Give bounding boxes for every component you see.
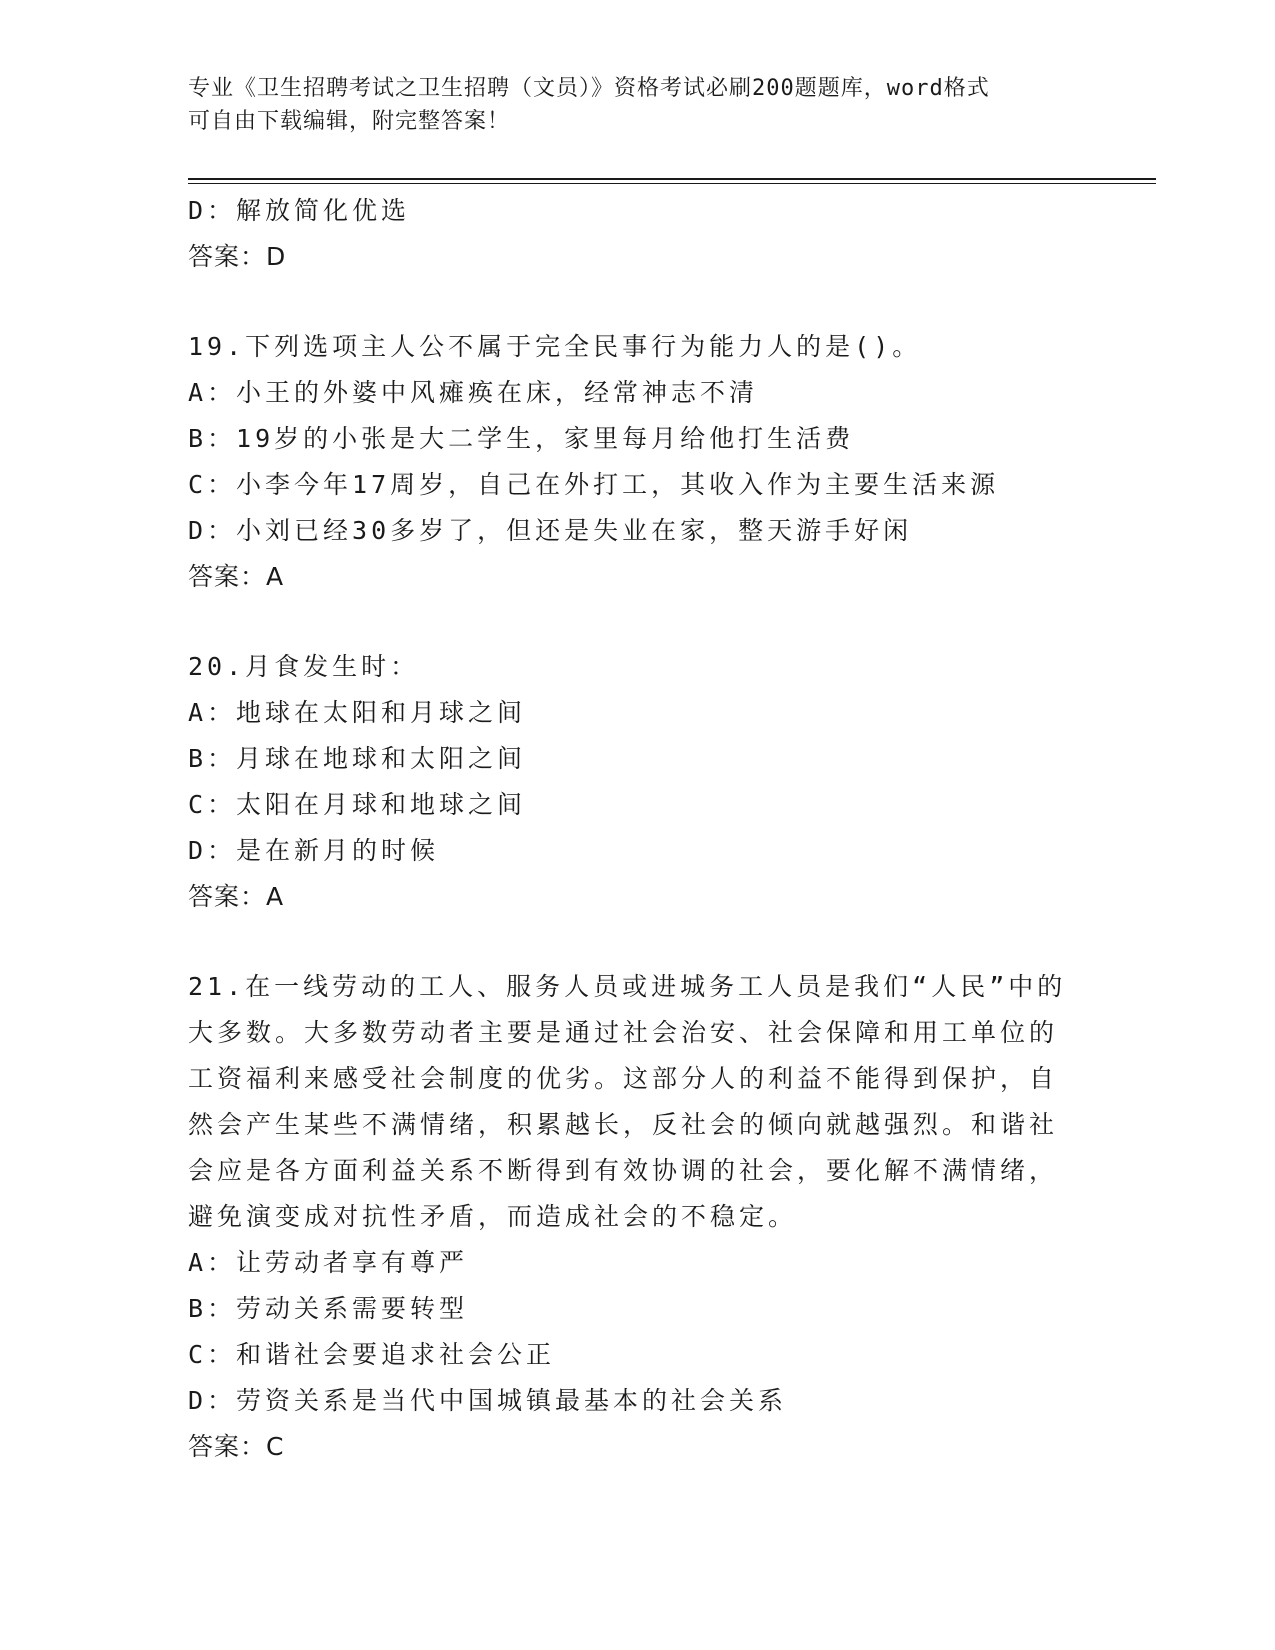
option-a: A：地球在太阳和月球之间	[188, 698, 527, 727]
header-line-2: 可自由下载编辑，附完整答案！	[188, 109, 511, 134]
carryover-block	[188, 188, 1088, 280]
answer-line: 答案：A	[188, 562, 285, 591]
question-content	[188, 188, 1088, 1470]
question-stem-line: 工资福利来感受社会制度的优劣。这部分人的利益不能得到保护，自	[188, 1064, 1059, 1093]
option-a: A：小王的外婆中风瘫痪在床，经常神志不清	[188, 378, 759, 407]
option-b: B：劳动关系需要转型	[188, 1294, 469, 1323]
option-b: B：19岁的小张是大二学生，家里每月给他打生活费	[188, 424, 855, 453]
option-d: D：劳资关系是当代中国城镇最基本的社会关系	[188, 1386, 788, 1415]
option-d: D：解放简化优选	[188, 196, 411, 225]
header-divider	[188, 178, 1156, 180]
question-19	[188, 324, 1088, 600]
option-d: D：是在新月的时候	[188, 836, 440, 865]
option-c: C：太阳在月球和地球之间	[188, 790, 527, 819]
header-line-1: 专业《卫生招聘考试之卫生招聘（文员）》资格考试必刷200题题库，word格式	[188, 76, 990, 101]
question-stem: 20.月食发生时：	[188, 652, 420, 681]
option-c: C：小李今年17周岁，自己在外打工，其收入作为主要生活来源	[188, 470, 1000, 499]
option-a: A：让劳动者享有尊严	[188, 1248, 469, 1277]
page-header	[188, 72, 1088, 138]
question-stem-line: 会应是各方面利益关系不断得到有效协调的社会，要化解不满情绪，	[188, 1156, 1059, 1185]
question-21	[188, 964, 1088, 1470]
question-20	[188, 644, 1088, 920]
option-b: B：月球在地球和太阳之间	[188, 744, 527, 773]
question-stem-line: 避免演变成对抗性矛盾，而造成社会的不稳定。	[188, 1202, 798, 1231]
option-d: D：小刘已经30多岁了，但还是失业在家，整天游手好闲	[188, 516, 913, 545]
header-divider-thin	[188, 183, 1156, 184]
question-stem-line: 大多数。大多数劳动者主要是通过社会治安、社会保障和用工单位的	[188, 1018, 1059, 1047]
answer-line: 答案：C	[188, 1432, 285, 1461]
option-c: C：和谐社会要追求社会公正	[188, 1340, 556, 1369]
answer-line: 答案：D	[188, 242, 287, 271]
question-stem: 19.下列选项主人公不属于完全民事行为能力人的是()。	[188, 332, 922, 361]
answer-line: 答案：A	[188, 882, 285, 911]
question-stem-line: 21.在一线劳动的工人、服务人员或进城务工人员是我们“人民”中的	[188, 972, 1067, 1001]
question-stem-line: 然会产生某些不满情绪，积累越长，反社会的倾向就越强烈。和谐社	[188, 1110, 1059, 1139]
